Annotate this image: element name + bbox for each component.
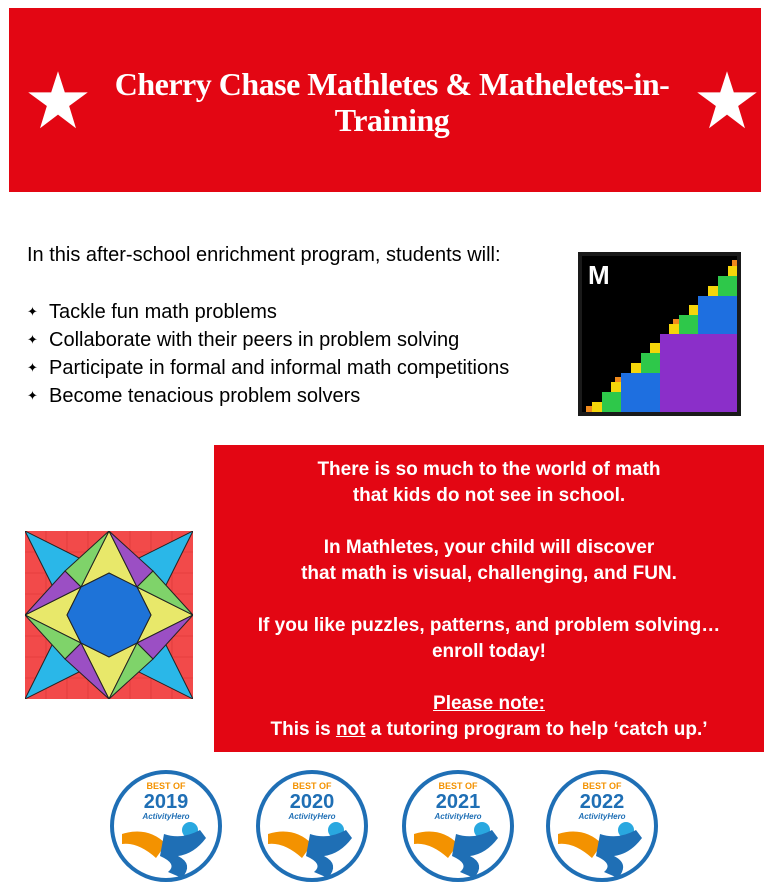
activityhero-badge-2020 xyxy=(254,768,370,884)
badge-year: 2021 xyxy=(435,791,481,813)
note-heading: Please note: xyxy=(433,693,545,714)
info-paragraph-3 xyxy=(214,613,764,665)
bullet-list xyxy=(27,298,509,410)
list-item xyxy=(27,326,509,354)
mathletes-logo xyxy=(578,252,741,416)
badge-best-of: BEST OF xyxy=(438,781,478,791)
badge-year: 2020 xyxy=(289,791,335,813)
info-box xyxy=(214,445,764,752)
list-item xyxy=(27,354,509,382)
info-line: enroll today! xyxy=(431,641,546,662)
bullet-icon: ✦ xyxy=(27,388,38,403)
bullet-text: Tackle fun math problems xyxy=(49,301,277,323)
bullet-icon: ✦ xyxy=(27,332,38,347)
badge-brand: ActivityHero xyxy=(288,812,336,821)
header-banner xyxy=(9,8,761,192)
note-paragraph xyxy=(214,691,764,743)
badge-best-of: BEST OF xyxy=(146,781,186,791)
activityhero-badge-2022 xyxy=(544,768,660,884)
info-paragraph-2 xyxy=(214,535,764,587)
title-line-2: Training xyxy=(334,102,450,138)
bullet-text: Participate in formal and informal math competitions xyxy=(49,357,510,379)
activityhero-badge-2021 xyxy=(400,768,516,884)
note-post: a tutoring program to help ‘catch up.’ xyxy=(365,719,708,740)
badge-best-of: BEST OF xyxy=(292,781,332,791)
list-item xyxy=(27,382,509,410)
info-line: that kids do not see in school. xyxy=(352,485,626,506)
badge-year: 2019 xyxy=(143,791,189,813)
badge-year: 2022 xyxy=(579,791,625,813)
info-line: that math is visual, challenging, and FUN. xyxy=(301,563,677,584)
badge-brand: ActivityHero xyxy=(434,812,482,821)
info-line: There is so much to the world of math xyxy=(317,459,661,480)
page-title xyxy=(89,66,695,138)
intro-text: In this after-school enrichment program, students will: xyxy=(27,244,501,266)
note-emphasis: not xyxy=(335,719,366,740)
badge-brand: ActivityHero xyxy=(142,812,190,821)
quilt-star-image xyxy=(25,531,193,699)
info-line: In Mathletes, your child will discover xyxy=(323,537,655,558)
note-text xyxy=(214,717,764,743)
note-pre: This is xyxy=(270,719,336,740)
activityhero-badge-2019 xyxy=(108,768,224,884)
star-icon xyxy=(27,70,89,132)
logo-letter: M xyxy=(588,260,610,290)
title-line-1: Cherry Chase Mathletes & Matheletes-in- xyxy=(114,66,670,102)
bullet-icon: ✦ xyxy=(27,304,38,319)
bullet-icon: ✦ xyxy=(27,360,38,375)
list-item xyxy=(27,298,509,326)
badge-brand: ActivityHero xyxy=(578,812,626,821)
badge-best-of: BEST OF xyxy=(582,781,622,791)
info-line: If you like puzzles, patterns, and problem solving… xyxy=(257,615,721,636)
info-paragraph-1 xyxy=(214,457,764,509)
bullet-text: Collaborate with their peers in problem solving xyxy=(49,329,460,351)
star-icon xyxy=(696,70,758,132)
bullet-text: Become tenacious problem solvers xyxy=(49,385,361,407)
